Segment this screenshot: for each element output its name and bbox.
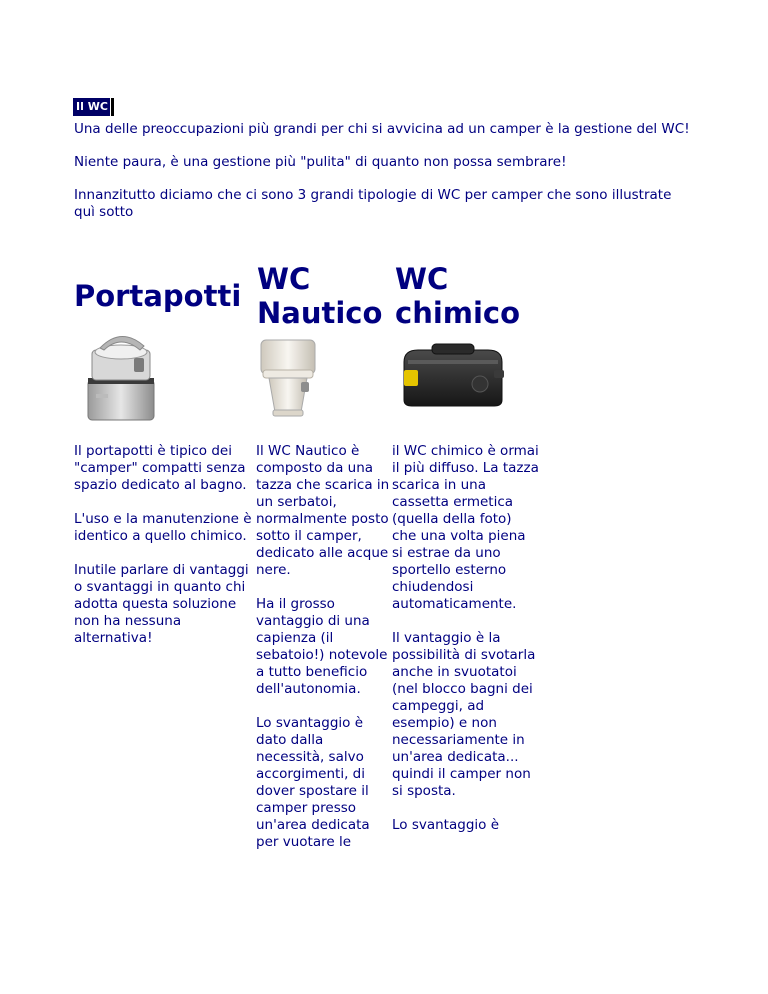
chimico-paragraph-2: Il vantaggio è la possibilità di svotarla anche in svuotatoi (nel blocco bagni dei campeggi, ad esempio) e non necessariamente in un'area dedicata... quindi il camper non si sposta. bbox=[392, 630, 536, 799]
nautico-paragraph-1: Il WC Nautico è composto da una tazza che scarica in un serbatoi, normalmente posto sotto il camper, dedicato alle acque nere. bbox=[256, 443, 390, 578]
chimico-paragraph-1: il WC chimico è ormai il più diffuso. La tazza scarica in una cassetta ermetica (quella della foto) che una volta piena si estrae da uno sportello esterno chiudendosi automaticamente. bbox=[392, 443, 539, 612]
intro-paragraph-2: Niente paura, è una gestione più "pulita" di quanto non possa sembrare! bbox=[74, 154, 567, 170]
heading-wc-nautico-line1: WC bbox=[257, 262, 311, 296]
ceramic-toilet-icon bbox=[255, 334, 321, 418]
section-tag bbox=[73, 98, 114, 116]
portapotti-paragraph-1: Il portapotti è tipico dei "camper" compatti senza spazio dedicato al bagno. bbox=[74, 443, 247, 493]
column-headings bbox=[74, 258, 544, 334]
portapotti-paragraph-2: L'uso e la manutenzione è identico a quello chimico. bbox=[74, 511, 252, 544]
heading-wc-chimico-line1: WC bbox=[395, 262, 449, 296]
portable-toilet-icon bbox=[78, 332, 164, 422]
chimico-paragraph-3: Lo svantaggio è bbox=[392, 817, 499, 833]
heading-wc-chimico bbox=[395, 262, 520, 330]
intro-paragraph-3: Innanzitutto diciamo che ci sono 3 grandi tipologie di WC per camper che sono illustrate quì sotto bbox=[74, 187, 672, 220]
nautico-paragraph-3: Lo svantaggio è dato dalla necessità, salvo accorgimenti, di dover spostare il camper presso un'area dedicata per vuotare le bbox=[256, 715, 370, 850]
column-portapotti-text bbox=[74, 443, 254, 664]
portapotti-paragraph-3: Inutile parlare di vantaggi o svantaggi in quanto chi adotta questa soluzione non ha nessuna alternativa! bbox=[74, 562, 249, 646]
section-tag-label: Il WC bbox=[73, 98, 110, 116]
section-tag-bar bbox=[111, 98, 114, 116]
nautico-paragraph-2: Ha il grosso vantaggio di una capienza (il sebatoio!) notevole a tutto beneficio dell'autonomia. bbox=[256, 596, 388, 697]
intro-text bbox=[74, 121, 694, 237]
heading-wc-chimico-line2: chimico bbox=[395, 296, 521, 330]
chemical-cassette-icon bbox=[396, 340, 510, 410]
column-chimico-text bbox=[392, 443, 540, 851]
heading-portapotti: Portapotti bbox=[74, 279, 242, 313]
intro-paragraph-1: Una delle preoccupazioni più grandi per chi si avvicina ad un camper è la gestione del WC! bbox=[74, 121, 690, 137]
heading-wc-nautico-line2: Nautico bbox=[257, 296, 383, 330]
heading-wc-nautico bbox=[257, 262, 382, 330]
column-nautico-text bbox=[256, 443, 390, 868]
